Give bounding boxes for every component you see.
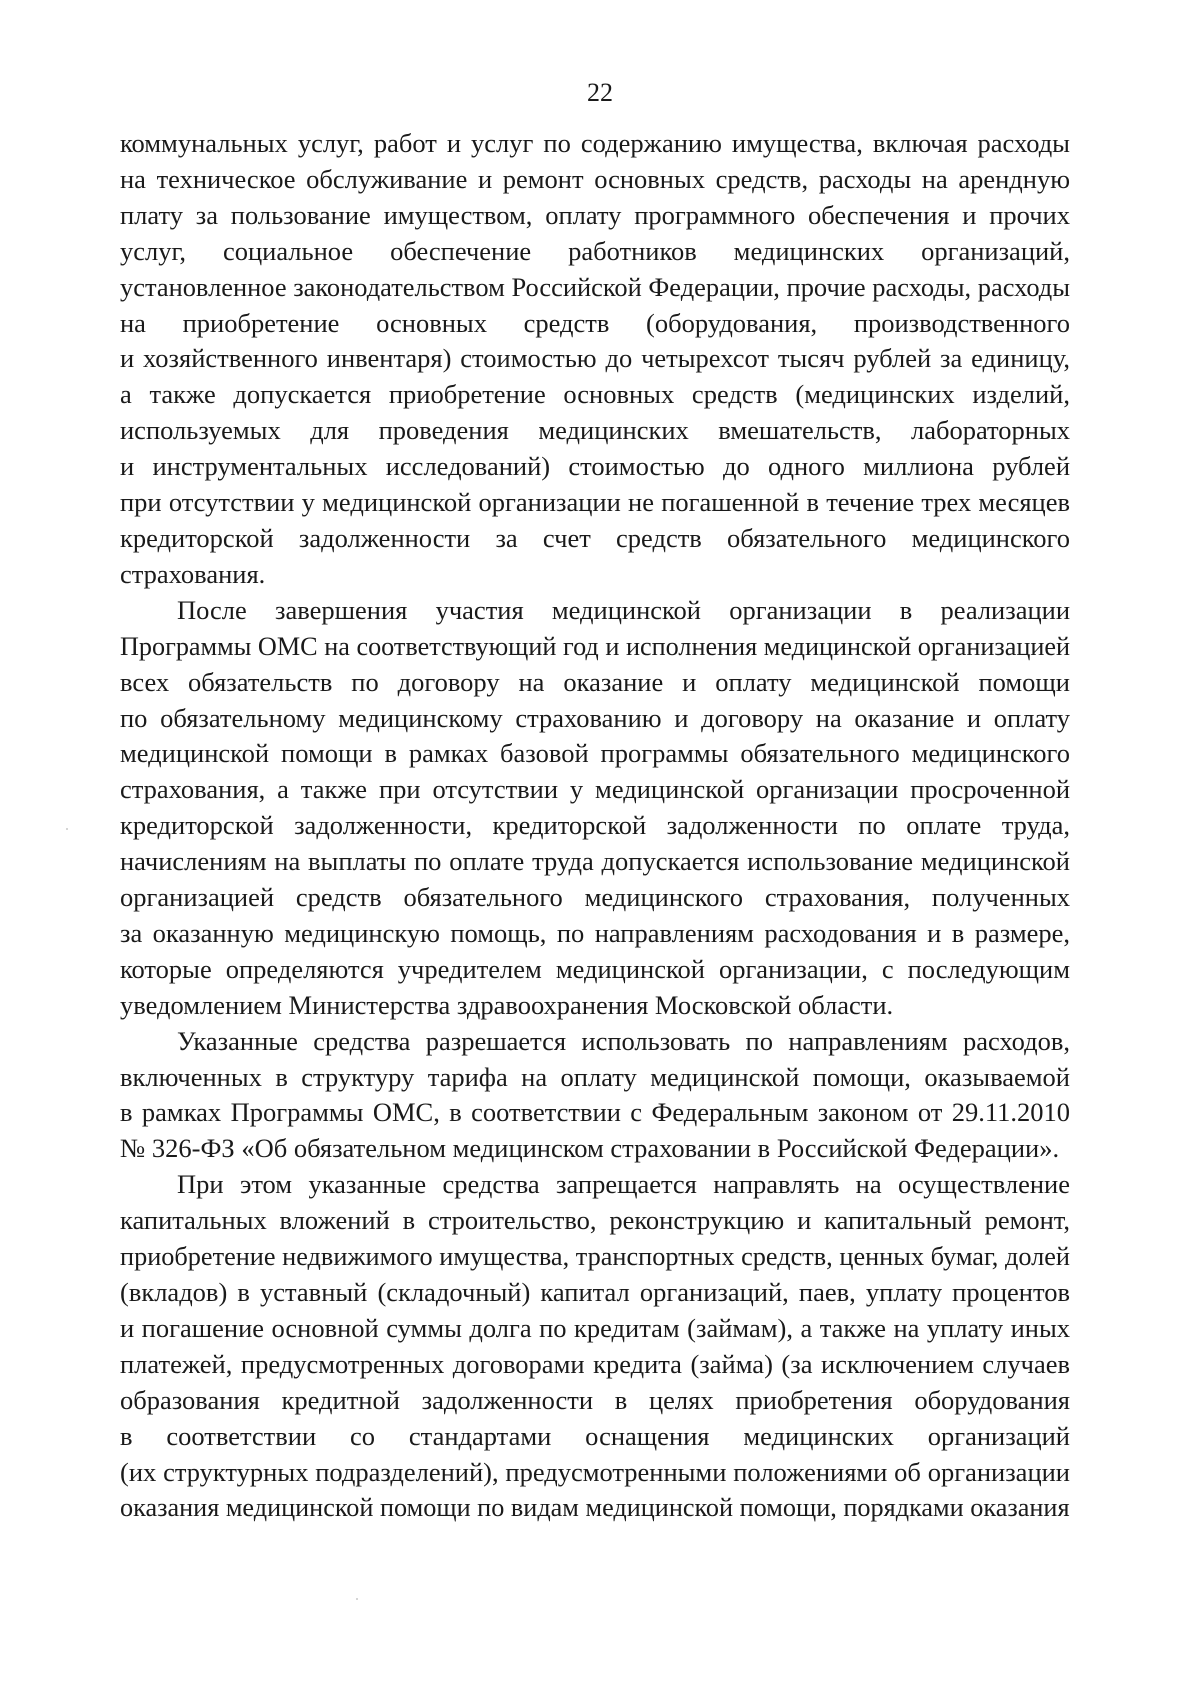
text-line: оказания медицинской помощи по видам медицинской помощи, порядками оказания xyxy=(120,1493,1070,1523)
text-line: Указанные средства разрешается использовать по направлениям расходов, xyxy=(177,1025,1070,1056)
text-line: по обязательному медицинскому страхованию и договору на оказание и оплату xyxy=(120,702,1070,733)
text-line: на техническое обслуживание и ремонт основных средств, расходы на арендную xyxy=(120,163,1070,194)
text-line: используемых для проведения медицинских вмешательств, лабораторных xyxy=(120,415,1070,446)
text-line: которые определяются учредителем медицинской организации, с последующим xyxy=(120,953,1070,984)
text-line: (вкладов) в уставный (складочный) капитал организаций, паев, уплату процентов xyxy=(120,1277,1070,1307)
text-line: установленное законодательством Российской Федерации, прочие расходы, расходы xyxy=(120,271,1070,302)
paragraph xyxy=(120,1024,1070,1168)
scan-artifact xyxy=(356,1598,358,1600)
paragraph xyxy=(120,1167,1070,1526)
text-line: организацией средств обязательного медицинского страхования, полученных xyxy=(120,882,1070,913)
text-line: в рамках Программы ОМС, в соответствии с Федеральным законом от 29.11.2010 xyxy=(120,1097,1070,1128)
text-line: и инструментальных исследований) стоимостью до одного миллиона рублей xyxy=(120,451,1070,482)
text-line: кредиторской задолженности, кредиторской задолженности по оплате труда, xyxy=(120,810,1070,841)
paragraph xyxy=(120,593,1070,1024)
text-line: а также допускается приобретение основных средств (медицинских изделий, xyxy=(120,379,1070,410)
text-line: начислениям на выплаты по оплате труда допускается использование медицинской xyxy=(120,846,1070,877)
text-line: в соответствии со стандартами оснащения медицинских организаций xyxy=(120,1420,1070,1451)
text-line: При этом указанные средства запрещается направлять на осуществление xyxy=(177,1169,1070,1200)
scan-artifact xyxy=(66,828,68,830)
text-line: приобретение недвижимого имущества, транспортных средств, ценных бумаг, долей xyxy=(120,1242,1070,1272)
text-line: всех обязательств по договору на оказание и оплату медицинской помощи xyxy=(120,666,1070,697)
text-line: (их структурных подразделений), предусмотренными положениями об организации xyxy=(120,1456,1070,1487)
text-line: включенных в структуру тарифа на оплату медицинской помощи, оказываемой xyxy=(120,1061,1070,1092)
page-number: 22 xyxy=(587,78,613,107)
text-line: кредиторской задолженности за счет средств обязательного медицинского xyxy=(120,522,1070,553)
text-line: образования кредитной задолженности в целях приобретения оборудования xyxy=(120,1384,1070,1415)
text-line: страхования, а также при отсутствии у медицинской организации просроченной xyxy=(120,774,1070,805)
text-line: коммунальных услуг, работ и услуг по содержанию имущества, включая расходы xyxy=(120,128,1070,158)
text-line: медицинской помощи в рамках базовой программы обязательного медицинского xyxy=(120,738,1070,769)
text-line: После завершения участия медицинской организации в реализации xyxy=(177,594,1070,625)
text-line: услуг, социальное обеспечение работников медицинских организаций, xyxy=(120,235,1070,266)
text-line: страхования. xyxy=(120,558,266,589)
text-line: и погашение основной суммы долга по кредитам (займам), а также на уплату иных xyxy=(120,1312,1070,1343)
text-line: платежей, предусмотренных договорами кредита (займа) (за исключением случаев xyxy=(120,1348,1070,1379)
text-line: капитальных вложений в строительство, реконструкцию и капитальный ремонт, xyxy=(120,1205,1070,1236)
text-line: при отсутствии у медицинской организации не погашенной в течение трех месяцев xyxy=(120,487,1070,518)
document-body xyxy=(120,126,1070,1526)
text-line: № 326-ФЗ «Об обязательном медицинском страховании в Российской Федерации». xyxy=(120,1133,1060,1164)
paragraph xyxy=(120,126,1070,593)
text-line: за оказанную медицинскую помощь, по направлениям расходования и в размере, xyxy=(120,917,1070,948)
text-line: Программы ОМС на соответствующий год и исполнения медицинской организацией xyxy=(120,631,1070,661)
text-line: уведомлением Министерства здравоохранения Московской области. xyxy=(120,989,894,1020)
text-line: и хозяйственного инвентаря) стоимостью до четырехсот тысяч рублей за единицу, xyxy=(120,343,1070,374)
text-line: плату за пользование имуществом, оплату программного обеспечения и прочих xyxy=(120,199,1070,230)
text-line: на приобретение основных средств (оборудования, производственного xyxy=(120,307,1070,338)
